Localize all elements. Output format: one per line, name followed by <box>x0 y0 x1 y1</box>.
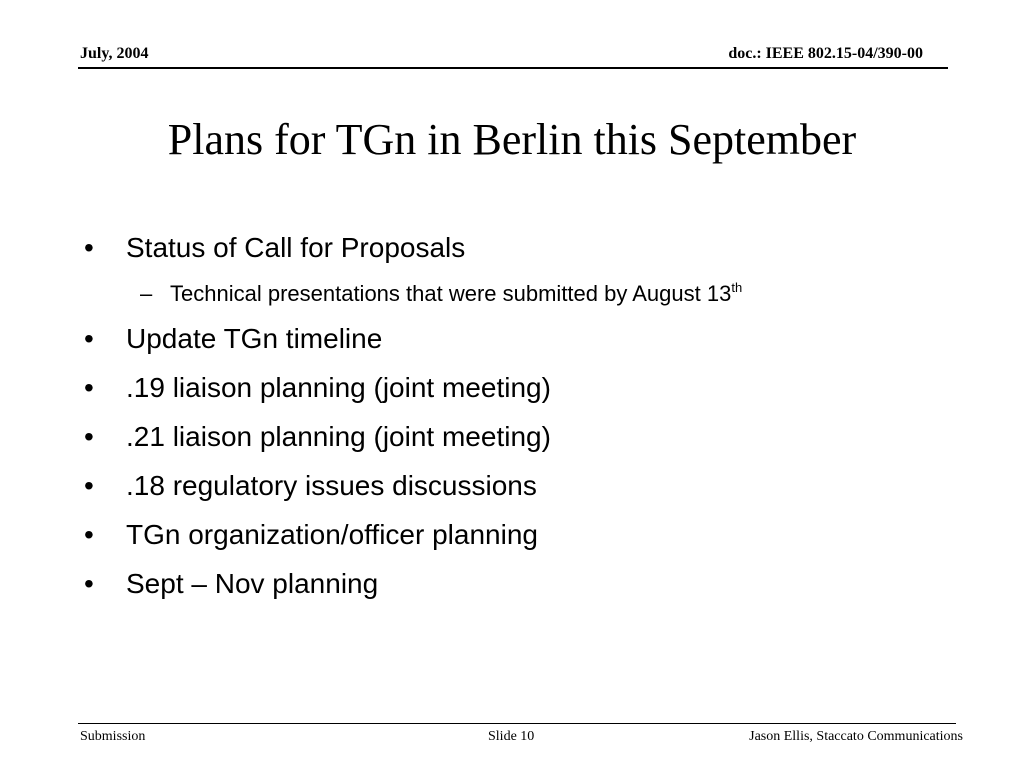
slide-title: Plans for TGn in Berlin this September <box>167 115 857 164</box>
bullet-marker: • <box>84 470 94 501</box>
bullet-text: Status of Call for Proposals <box>126 232 466 263</box>
header-divider <box>78 67 948 69</box>
sub-bullet-marker: – <box>140 281 153 306</box>
bullet-marker: • <box>84 568 94 599</box>
footer-author: Jason Ellis, Staccato Communications <box>749 729 963 744</box>
bullet-marker: • <box>84 519 94 550</box>
ordinal-suffix: th <box>731 280 743 295</box>
bullet-text: .19 liaison planning (joint meeting) <box>126 372 551 403</box>
bullet-marker: • <box>84 421 94 452</box>
sub-bullet-text: Technical presentations that were submitted by August 13 <box>170 281 732 306</box>
bullet-marker: • <box>84 232 94 263</box>
bullet-marker: • <box>84 372 94 403</box>
bullet-text: .21 liaison planning (joint meeting) <box>126 421 551 452</box>
footer-submission: Submission <box>80 729 146 744</box>
bullet-text: Update TGn timeline <box>126 323 383 354</box>
bullet-text: Sept – Nov planning <box>126 568 379 599</box>
footer-slide-number: Slide 10 <box>488 729 535 744</box>
bullet-text: .18 regulatory issues discussions <box>126 470 537 501</box>
bullet-text: TGn organization/officer planning <box>126 519 538 550</box>
sub-bullet-content <box>170 280 742 308</box>
bullet-marker: • <box>84 323 94 354</box>
footer-divider <box>78 723 956 724</box>
header-date: July, 2004 <box>80 45 149 62</box>
header-doc-id: doc.: IEEE 802.15-04/390-00 <box>728 45 923 62</box>
